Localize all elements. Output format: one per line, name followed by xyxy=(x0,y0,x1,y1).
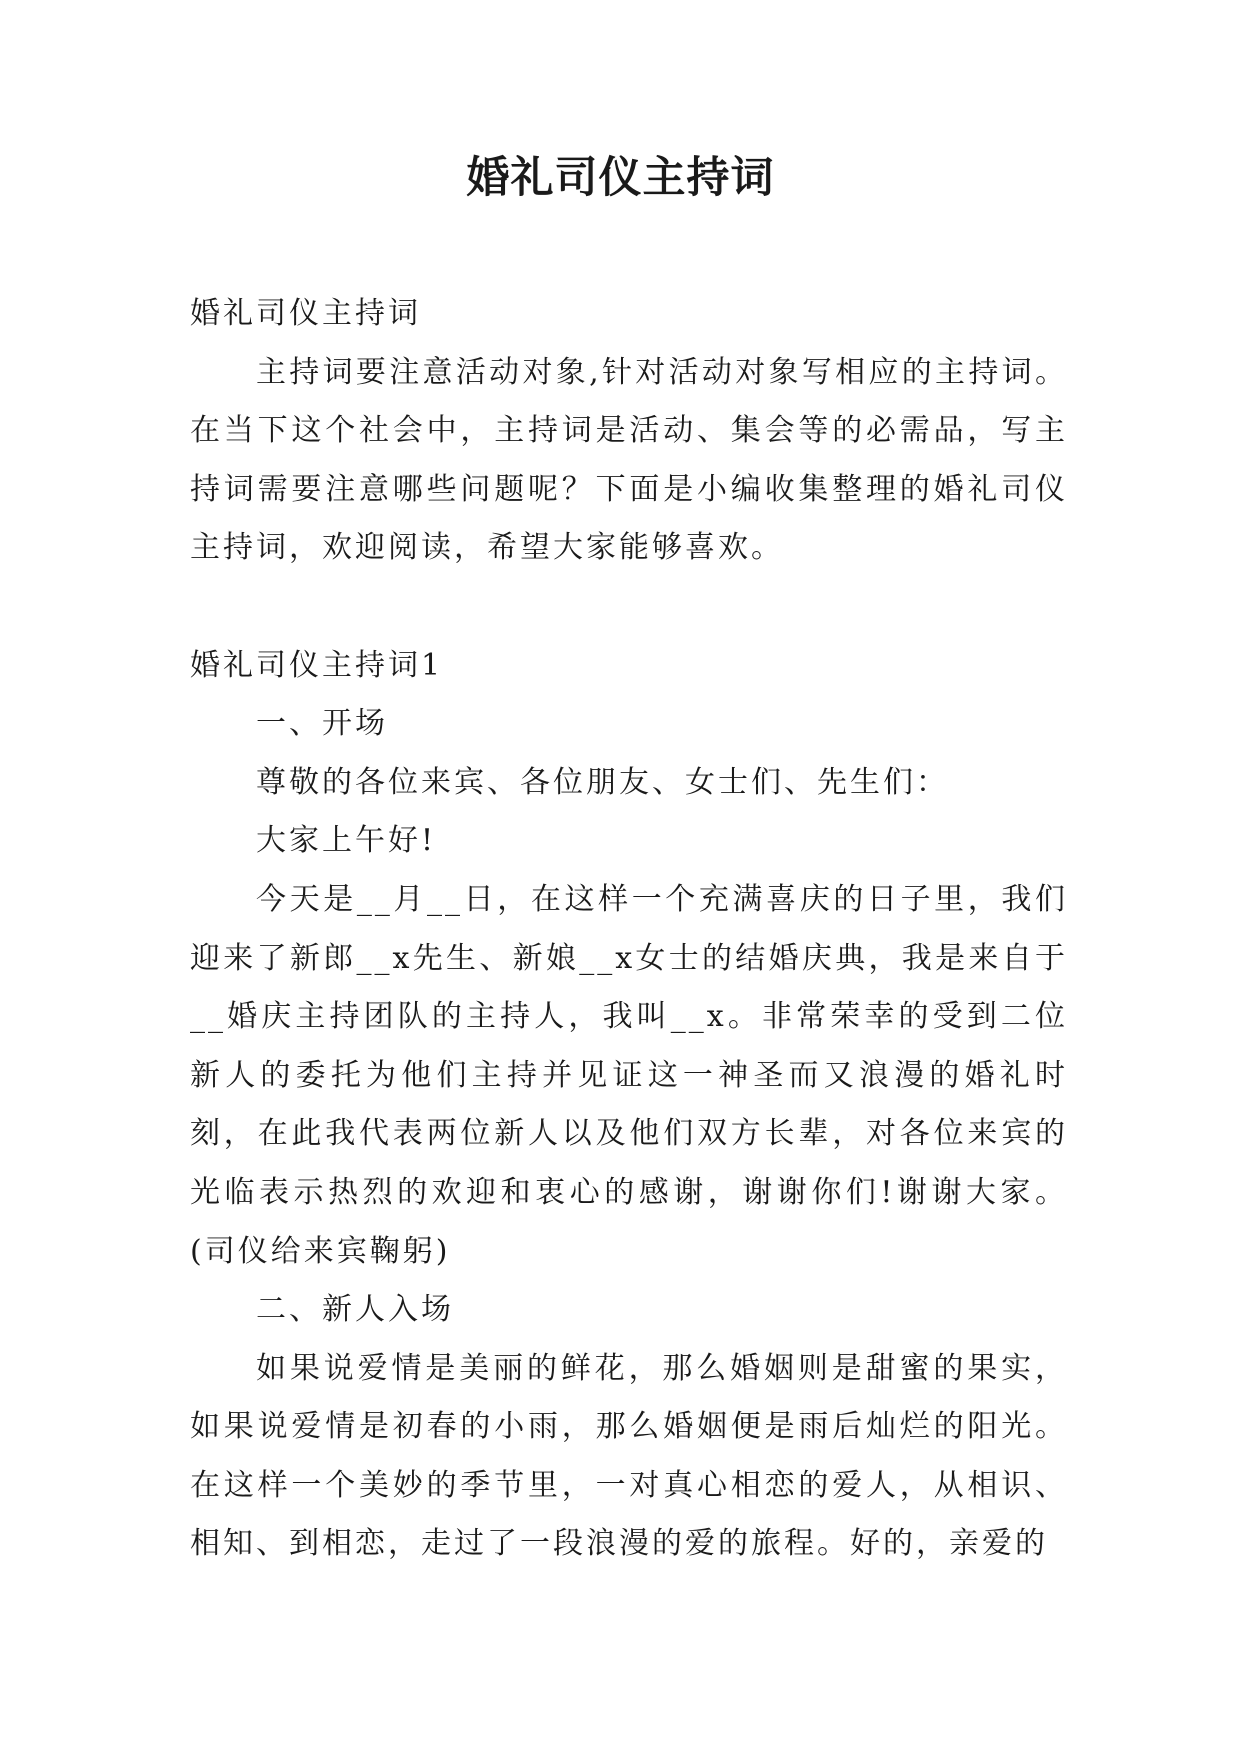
subheading-opening: 一、开场 xyxy=(256,706,388,742)
salutation-paragraph: 尊敬的各位来宾、各位朋友、女士们、先生们： xyxy=(256,764,949,800)
intro-paragraph: 主持词要注意活动对象,针对活动对象写相应的主持词。在当下这个社会中，主持词是活动、集会等的必需品，写主持词需要注意哪些问题呢？下面是小编收集整理的婚礼司仪主持词，欢迎阅读，希望大家能够喜欢。 xyxy=(190,354,1068,566)
section-heading: 婚礼司仪主持词 xyxy=(190,296,421,331)
document-body xyxy=(190,285,1068,1574)
entrance-speech-paragraph: 如果说爱情是美丽的鲜花，那么婚姻则是甜蜜的果实，如果说爱情是初春的小雨，那么婚姻便是雨后灿烂的阳光。在这样一个美妙的季节里，一对真心相恋的爱人，从相识、相知、到相恋，走过了一段浪漫的爱的旅程。好的，亲爱的 xyxy=(190,1350,1068,1562)
subheading-entrance: 二、新人入场 xyxy=(256,1292,454,1328)
greeting-paragraph: 大家上午好! xyxy=(256,823,437,859)
document-title: 婚礼司仪主持词 xyxy=(466,153,775,203)
opening-speech-paragraph: 今天是__月__日，在这样一个充满喜庆的日子里，我们迎来了新郎__x先生、新娘__x女士的结婚庆典，我是来自于__婚庆主持团队的主持人，我叫__x。非常荣幸的受到二位新人的委托为他们主持并见证这一神圣而又浪漫的婚礼时刻，在此我代表两位新人以及他们双方长辈，对各位来宾的光临表示热烈的欢迎和衷心的感谢，谢谢你们!谢谢大家。(司仪给来宾鞠躬) xyxy=(190,881,1068,1269)
section-heading-1: 婚礼司仪主持词1 xyxy=(190,647,444,683)
